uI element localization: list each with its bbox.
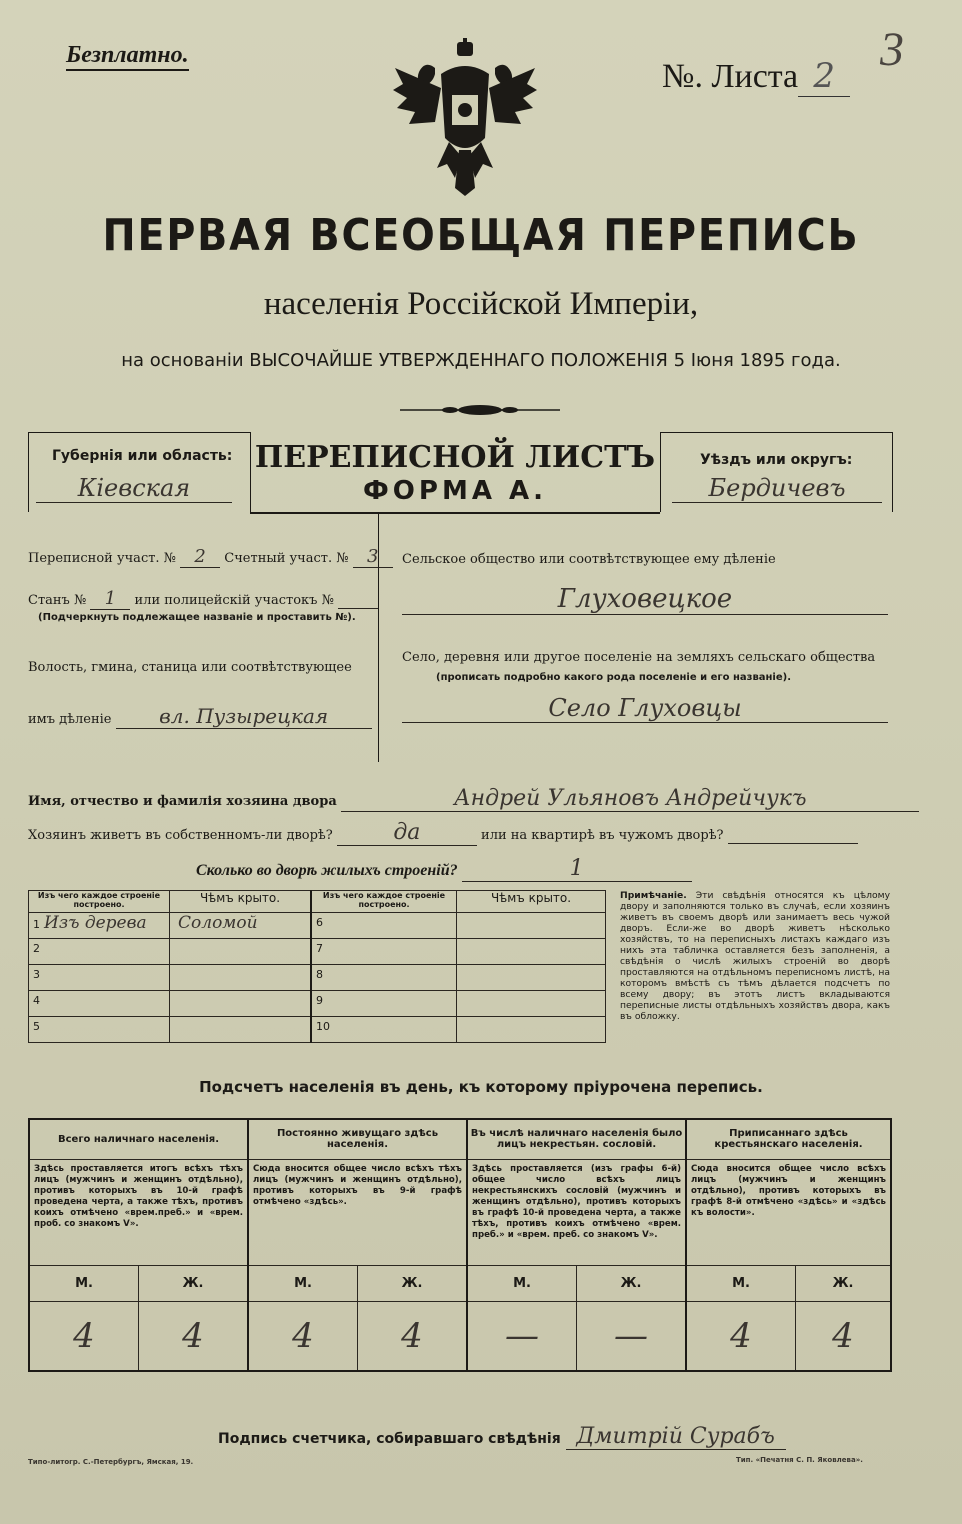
note-text: Эти свѣдѣнія относятся къ цѣлому двору и заполняются только въ случаѣ, если хозяинъ живетъ въ своемъ дворѣ или занимаетъ весь чужой дворъ. Если-же во дворѣ живетъ нѣсколько хозяйствъ, то на переписныхъ листахъ каждаго изъ нихъ эта табличка оставляется безъ заполненія, а свѣдѣнія о числѣ жилыхъ строеній во дворѣ проставляются на отдѣльномъ переписномъ листѣ, на которомъ вмѣстѣ съ тѣмъ дѣлается подсчетъ по всему двору; въ этотъ листъ вкладываются переписные листы отдѣльныхъ хозяйствъ двора, какъ въ обложку. [620, 890, 891, 1022]
gubernia-label: Губернія или область: [52, 448, 233, 464]
signature-label: Подпись счетчика, собиравшаго свѣдѣнія [218, 1431, 561, 1447]
main-title: ПЕРВАЯ ВСЕОБЩАЯ ПЕРЕПИСЬ [102, 210, 860, 261]
buildings-label: Сколько во дворѣ жилыхъ строеній? [196, 862, 458, 879]
signature-row [218, 1424, 786, 1450]
volost-row [28, 704, 372, 729]
stan-tail: или полицейскій участокъ № [134, 593, 334, 608]
m-label-2: М. [248, 1265, 358, 1301]
footer-left: Типо-литогр. С.-Петербургъ, Ямская, 19. [28, 1458, 194, 1466]
f-label-4: Ж. [796, 1265, 892, 1301]
sheet-number [662, 56, 850, 97]
owner-label: Имя, отчество и фамилія хозяина двора [28, 794, 337, 809]
table-row: 3 8 [29, 965, 606, 991]
f-label-1: Ж. [139, 1265, 249, 1301]
tally-title: Подсчетъ населенія въ день, къ которому пріурочена перепись. [199, 1078, 763, 1096]
volost-label: Волость, гмина, станица или соотвѣтствующее [28, 660, 352, 675]
volost-value: вл. Пузырецкая [116, 704, 372, 729]
own-yard-row [28, 820, 858, 846]
note-title: Примѣчаніе. [620, 890, 687, 901]
form-type: ФОРМА А. [363, 476, 547, 506]
legal-basis: на основаніи ВЫСОЧАЙШЕ УТВЕРЖДЕННАГО ПОЛОЖЕНІЯ 5 Іюня 1895 года. [121, 350, 841, 371]
uezd-label: Уѣздъ или округъ: [700, 452, 853, 468]
tally-f-2: 4 [358, 1301, 468, 1371]
count-area-value: 3 [353, 546, 393, 568]
own-yard-label: Хозяинъ живетъ въ собственномъ-ли дворѣ? [28, 828, 333, 843]
stan-label: Станъ № [28, 593, 87, 608]
footer-right: Тип. «Печатня С. П. Яковлева». [736, 1456, 863, 1464]
sheet-number-value: 2 [798, 56, 850, 97]
tally-m-4: 4 [686, 1301, 796, 1371]
census-area-row [28, 546, 393, 568]
col-material-2: Изъ чего каждое строеніе построено. [311, 891, 457, 913]
society-value: Глуховецкое [402, 584, 888, 615]
uezd-value: Бердичевъ [672, 474, 882, 503]
own-yard-value: да [337, 820, 477, 846]
stan-row [28, 588, 378, 610]
tally-m-3: — [467, 1301, 577, 1371]
tally-head-1: Всего наличнаго населенія. [29, 1119, 248, 1159]
m-label-3: М. [467, 1265, 577, 1301]
rent-label: или на квартирѣ въ чужомъ дворѣ? [481, 828, 724, 843]
village-label: Село, деревня или другое поселеніе на земляхъ сельскаго общества [402, 650, 876, 665]
signature-value: Дмитрій Сурабъ [566, 1424, 786, 1450]
tally-desc-4: Сюда вносится общее число всѣхъ лицъ (мужчинъ и женщинъ отдѣльно), противъ которыхъ въ графѣ 8-й отмѣчено «здѣсь» и «здѣсь къ волости». [686, 1159, 891, 1265]
m-label-1: М. [29, 1265, 139, 1301]
form-title: ПЕРЕПИСНОЙ ЛИСТЪ [254, 440, 656, 475]
tally-m-1: 4 [29, 1301, 139, 1371]
free-label: Безплатно. [66, 42, 189, 71]
buildings-table [28, 890, 606, 1043]
owner-value: Андрей Ульяновъ Андрейчукъ [341, 786, 919, 812]
gubernia-value: Кіевская [36, 474, 232, 503]
tally-m-2: 4 [248, 1301, 358, 1371]
tally-head-4: Приписаннаго здѣсь крестьянскаго населенія. [686, 1119, 891, 1159]
buildings-value: 1 [462, 856, 692, 882]
ornament-divider [400, 402, 560, 418]
tally-table [28, 1118, 892, 1372]
tally-desc-2: Сюда вносится общее число всѣхъ тѣхъ лицъ (мужчинъ и женщинъ отдѣльно), противъ которыхъ въ 9-й графѣ отмѣчено «здѣсь». [248, 1159, 467, 1265]
tally-f-1: 4 [139, 1301, 249, 1371]
count-area-label: Счетный участ. № [224, 551, 349, 566]
tally-desc-3: Здѣсь проставляется (изъ графы 6-й) общее число всѣхъ лицъ некрестьянскихъ сословій (мужчинъ и женщинъ отдѣльно), противъ которыхъ въ графѣ 10-й проведена черта, а также тѣхъ, противъ коихъ отмѣчено «врем. преб.» и «врем. преб. со знакомъ V». [467, 1159, 686, 1265]
col-roof-2: Чѣмъ крыто. [457, 891, 606, 913]
tally-desc-1: Здѣсь проставляется итогъ всѣхъ тѣхъ лицъ (мужчинъ и женщинъ отдѣльно), противъ которыхъ въ 10-й графѣ проведена черта, а также тѣхъ, противъ коихъ отмѣчено «врем.преб.» и «врем. проб. со знакомъ V». [29, 1159, 248, 1265]
note [620, 890, 890, 1022]
census-area-label: Переписной участ. № [28, 551, 176, 566]
village-note: (прописать подробно какого рода поселеніе и его названіе). [436, 672, 792, 683]
table-row: 2 7 [29, 939, 606, 965]
double-headed-eagle-icon [385, 38, 545, 198]
stan-value: 1 [90, 588, 130, 610]
f-label-3: Ж. [577, 1265, 687, 1301]
tally-head-3: Въ числѣ наличнаго населенія было лицъ некрестьян. сословій. [467, 1119, 686, 1159]
sheet-number-label: №. Листа [662, 58, 799, 95]
tally-f-3: — [577, 1301, 687, 1371]
col-roof: Чѣмъ крыто. [170, 891, 312, 913]
table-row: 4 9 [29, 991, 606, 1017]
village-value: Село Глуховцы [402, 694, 888, 723]
tally-head-2: Постоянно живущаго здѣсь населенія. [248, 1119, 467, 1159]
subtitle: населенія Россійской Имперіи, [263, 286, 699, 322]
tally-f-4: 4 [796, 1301, 892, 1371]
owner-row [28, 786, 919, 812]
f-label-2: Ж. [358, 1265, 468, 1301]
table-row: 5 10 [29, 1017, 606, 1043]
society-label: Сельское общество или соотвѣтствующее ему дѣленіе [402, 552, 776, 567]
table-row: 1 Изъ дерева Соломой 6 [29, 913, 606, 939]
volost-label2: имъ дѣленіе [28, 712, 112, 727]
buildings-row [196, 856, 692, 882]
census-area-value: 2 [180, 546, 220, 568]
m-label-4: М. [686, 1265, 796, 1301]
row1-roof: Соломой [178, 913, 258, 933]
corner-number: 3 [880, 23, 904, 76]
col-material: Изъ чего каждое строеніе построено. [29, 891, 170, 913]
stan-note: (Подчеркнуть подлежащее названіе и проставить №). [38, 612, 356, 623]
row1-material: Изъ дерева [44, 913, 147, 933]
